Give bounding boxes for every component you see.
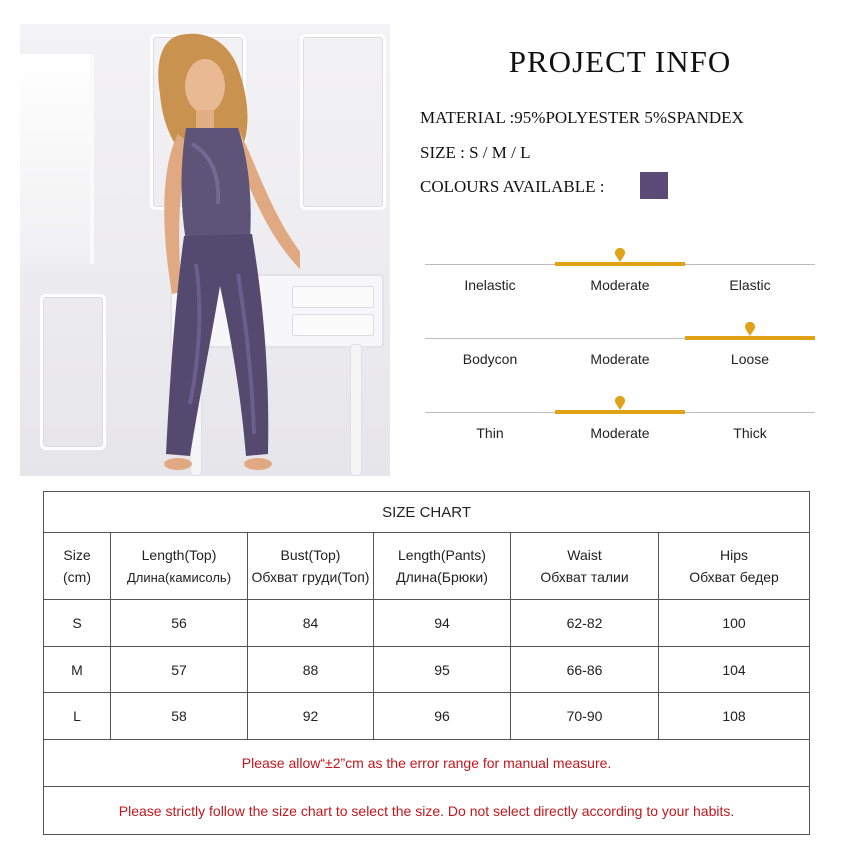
location-pin-icon bbox=[614, 248, 626, 262]
location-pin-icon bbox=[744, 322, 756, 336]
table-cell: 96 bbox=[374, 693, 511, 740]
size-chart-table bbox=[43, 491, 810, 835]
colours-line: COLOURS AVAILABLE : bbox=[420, 177, 605, 196]
location-pin-icon bbox=[614, 396, 626, 410]
table-header-row bbox=[44, 533, 810, 600]
scale-selected-segment bbox=[555, 410, 685, 414]
table-cell: 62-82 bbox=[511, 600, 659, 647]
size-cell: L bbox=[44, 693, 111, 740]
size-selection-note: Please strictly follow the size chart to select the size. Do not select directly according to your habits. bbox=[44, 787, 810, 835]
column-header: Length(Top) Длина(камисоль) bbox=[111, 533, 248, 600]
table-cell: 88 bbox=[248, 646, 374, 693]
scale-label: Thin bbox=[476, 425, 504, 441]
colour-swatch-purple bbox=[640, 172, 668, 199]
scale-label: Moderate bbox=[590, 277, 650, 293]
fit-scale bbox=[425, 336, 815, 376]
table-cell: 66-86 bbox=[511, 646, 659, 693]
table-row bbox=[44, 600, 810, 647]
table-cell: 92 bbox=[248, 693, 374, 740]
thickness-scale bbox=[425, 410, 815, 450]
table-cell: 56 bbox=[111, 600, 248, 647]
scale-label: Bodycon bbox=[462, 351, 518, 367]
scale-label: Inelastic bbox=[464, 277, 516, 293]
size-line: SIZE : S / M / L bbox=[420, 143, 531, 162]
scale-selected-segment bbox=[685, 336, 815, 340]
column-header: Length(Pants) Длина(Брюки) bbox=[374, 533, 511, 600]
model-figure bbox=[100, 24, 300, 476]
size-chart-title: SIZE CHART bbox=[44, 492, 810, 533]
column-header: Waist Обхват талии bbox=[511, 533, 659, 600]
table-cell: 94 bbox=[374, 600, 511, 647]
scale-label: Thick bbox=[733, 425, 767, 441]
table-row bbox=[44, 693, 810, 740]
wall-panel-right bbox=[300, 34, 386, 210]
material-line: MATERIAL :95%POLYESTER 5%SPANDEX bbox=[420, 108, 744, 127]
size-cell: S bbox=[44, 600, 111, 647]
error-range-note: Please allow“±2”cm as the error range for manual measure. bbox=[44, 739, 810, 787]
column-header: Bust(Top) Обхват груди(Топ) bbox=[248, 533, 374, 600]
project-info-title: PROJECT INFO bbox=[508, 44, 732, 79]
size-cell: M bbox=[44, 646, 111, 693]
product-photo bbox=[20, 24, 390, 476]
column-header: Size (cm) bbox=[44, 533, 111, 600]
table-cell: 58 bbox=[111, 693, 248, 740]
table-cell: 57 bbox=[111, 646, 248, 693]
table-row bbox=[44, 646, 810, 693]
column-header: Hips Обхват бедер bbox=[659, 533, 810, 600]
table-cell: 95 bbox=[374, 646, 511, 693]
table-cell: 104 bbox=[659, 646, 810, 693]
scale-label: Moderate bbox=[590, 351, 650, 367]
wall-panel-lower bbox=[40, 294, 106, 450]
scale-selected-segment bbox=[555, 262, 685, 266]
dresser-leg bbox=[350, 344, 362, 476]
scale-label: Loose bbox=[730, 351, 770, 367]
window-decor bbox=[20, 54, 94, 264]
scale-label: Moderate bbox=[590, 425, 650, 441]
table-cell: 84 bbox=[248, 600, 374, 647]
elasticity-scale bbox=[425, 262, 815, 302]
table-cell: 100 bbox=[659, 600, 810, 647]
table-cell: 70-90 bbox=[511, 693, 659, 740]
scale-label: Elastic bbox=[729, 277, 771, 293]
table-cell: 108 bbox=[659, 693, 810, 740]
